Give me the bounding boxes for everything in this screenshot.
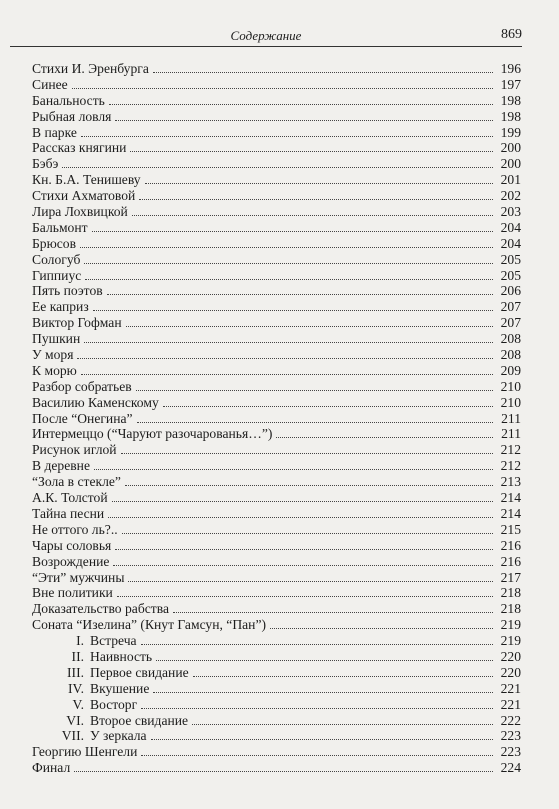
dot-leader bbox=[113, 562, 493, 566]
dot-leader bbox=[270, 625, 493, 629]
toc-entry bbox=[32, 268, 521, 284]
dot-leader bbox=[139, 196, 493, 200]
toc-entry-page: 205 bbox=[500, 267, 521, 283]
toc-entry bbox=[32, 554, 521, 570]
toc-entry-page: 214 bbox=[500, 505, 521, 521]
toc-entry bbox=[32, 140, 521, 156]
toc-entry-title: Интермеццо (“Чаруют разочарованья…”) bbox=[32, 426, 273, 442]
dot-leader bbox=[117, 593, 493, 597]
toc-entry-title: Наивность bbox=[90, 648, 153, 664]
page-number: 869 bbox=[501, 27, 522, 42]
toc-entry-title: Не оттого ль?.. bbox=[32, 521, 118, 537]
toc-entry bbox=[32, 665, 521, 681]
toc-entry-page: 196 bbox=[500, 61, 521, 76]
toc-entry-page: 201 bbox=[500, 172, 521, 188]
toc-entry-page: 203 bbox=[500, 204, 521, 220]
toc-entry-page: 198 bbox=[500, 92, 521, 108]
toc-entry bbox=[32, 188, 521, 204]
dot-leader bbox=[77, 355, 493, 359]
dot-leader bbox=[141, 705, 493, 709]
dot-leader bbox=[93, 307, 493, 311]
dot-leader bbox=[128, 578, 493, 582]
toc-entry-page: 208 bbox=[500, 347, 521, 363]
toc-entry-page: 215 bbox=[500, 521, 521, 537]
toc-entry-title: Соната “Изелина” (Кнут Гамсун, “Пан”) bbox=[32, 617, 267, 633]
toc-entry bbox=[32, 522, 521, 538]
toc-entry-title: К морю bbox=[32, 362, 77, 378]
toc-entry bbox=[32, 506, 521, 522]
toc-entry-page: 202 bbox=[500, 188, 521, 204]
toc-entry bbox=[32, 744, 521, 760]
toc-entry-title: Ее каприз bbox=[32, 299, 89, 315]
dot-leader bbox=[122, 530, 493, 534]
running-header bbox=[10, 26, 522, 47]
toc-entry-title: Лира Лохвицкой bbox=[32, 204, 128, 220]
toc-entry-page: 206 bbox=[500, 283, 521, 299]
toc-entry bbox=[32, 617, 521, 633]
dot-leader bbox=[80, 244, 493, 248]
toc-entry bbox=[32, 411, 521, 427]
toc-entry-page: 217 bbox=[500, 569, 521, 585]
toc-entry bbox=[32, 681, 521, 697]
dot-leader bbox=[121, 450, 493, 454]
dot-leader bbox=[107, 291, 493, 295]
dot-leader bbox=[136, 387, 493, 391]
toc-entry-title: Рыбная ловля bbox=[32, 108, 112, 124]
dot-leader bbox=[92, 228, 493, 232]
toc-entry-title: В деревне bbox=[32, 458, 90, 474]
toc-entry-title: Тайна песни bbox=[32, 505, 105, 521]
toc-entry-page: 204 bbox=[500, 219, 521, 235]
toc-entry-page: 213 bbox=[500, 474, 521, 490]
toc-entry bbox=[32, 172, 521, 188]
toc-entry-title: Виктор Гофман bbox=[32, 315, 122, 331]
toc-entry-title: Рассказ княгини bbox=[32, 140, 127, 156]
toc-entry-title: Встреча bbox=[90, 633, 137, 649]
toc-entry-title: Вкушение bbox=[90, 680, 150, 696]
dot-leader bbox=[85, 276, 493, 280]
toc-entry-page: 223 bbox=[500, 728, 521, 744]
toc-entry-page: 211 bbox=[501, 410, 521, 426]
toc-entry-page: 198 bbox=[500, 108, 521, 124]
toc-entry-page: 207 bbox=[500, 315, 521, 331]
toc-entry-page: 212 bbox=[500, 458, 521, 474]
dot-leader bbox=[141, 641, 493, 645]
toc-entry-page: 221 bbox=[500, 680, 521, 696]
dot-leader bbox=[62, 164, 493, 168]
toc-entry-page: 220 bbox=[500, 664, 521, 680]
dot-leader bbox=[130, 148, 493, 152]
toc-entry-title: Разбор собратьев bbox=[32, 378, 132, 394]
toc-entry-title: В парке bbox=[32, 124, 77, 140]
toc-entry-title: Чары соловья bbox=[32, 537, 112, 553]
toc-entry bbox=[32, 697, 521, 713]
toc-entry-page: 210 bbox=[500, 394, 521, 410]
toc-entry-title: Георгию Шенгели bbox=[32, 744, 138, 760]
toc-entry-title: Восторг bbox=[90, 696, 138, 712]
dot-leader bbox=[94, 466, 493, 470]
toc-entry-title: Доказательство рабства bbox=[32, 601, 169, 617]
toc-entry-title: А.К. Толстой bbox=[32, 490, 108, 506]
dot-leader bbox=[145, 180, 493, 184]
toc-entry bbox=[32, 379, 521, 395]
toc-entry-page: 223 bbox=[500, 744, 521, 760]
dot-leader bbox=[74, 768, 493, 772]
dot-leader bbox=[109, 101, 493, 105]
toc-entry-page: 216 bbox=[500, 537, 521, 553]
dot-leader bbox=[156, 657, 493, 661]
toc-entry-title: Сологуб bbox=[32, 251, 81, 267]
toc-entry-page: 220 bbox=[500, 648, 521, 664]
toc-entry-title: Пушкин bbox=[32, 331, 81, 347]
dot-leader bbox=[81, 371, 493, 375]
toc-entry bbox=[32, 538, 521, 554]
toc-entry-title: Банальность bbox=[32, 92, 105, 108]
toc-entry bbox=[32, 236, 521, 252]
toc-entry bbox=[32, 649, 521, 665]
dot-leader bbox=[126, 323, 493, 327]
dot-leader bbox=[153, 689, 493, 693]
toc-entry bbox=[32, 474, 521, 490]
toc-entry bbox=[32, 77, 521, 93]
toc-entry-title: Стихи Ахматовой bbox=[32, 188, 136, 204]
toc-entry-page: 218 bbox=[500, 585, 521, 601]
toc-entry-page: 224 bbox=[500, 760, 521, 776]
toc-entry bbox=[32, 442, 521, 458]
toc-entry-number: III. bbox=[67, 664, 84, 680]
toc-entry bbox=[32, 61, 521, 77]
toc-entry-title: “Зола в стекле” bbox=[32, 474, 121, 490]
dot-leader bbox=[193, 673, 493, 677]
toc-entry-title: Пять поэтов bbox=[32, 283, 103, 299]
toc-entry-number: VII. bbox=[61, 728, 84, 744]
toc-entry bbox=[32, 93, 521, 109]
toc-entry bbox=[32, 204, 521, 220]
dot-leader bbox=[132, 212, 493, 216]
toc-entry-page: 218 bbox=[500, 601, 521, 617]
toc-entry-title: Рисунок иглой bbox=[32, 442, 117, 458]
toc-entry bbox=[32, 490, 521, 506]
toc-entry-page: 207 bbox=[500, 299, 521, 315]
toc-entry-page: 204 bbox=[500, 235, 521, 251]
toc-entry-title: Бальмонт bbox=[32, 219, 88, 235]
header-title: Содержание bbox=[230, 28, 302, 43]
dot-leader bbox=[108, 514, 493, 518]
toc-entry-page: 212 bbox=[500, 442, 521, 458]
toc-entry-number: VI. bbox=[66, 712, 84, 728]
toc-entry bbox=[32, 109, 521, 125]
toc-entry-number: V. bbox=[72, 696, 84, 712]
toc-entry bbox=[32, 363, 521, 379]
toc-entry-page: 211 bbox=[501, 426, 521, 442]
toc-entry-page: 209 bbox=[500, 362, 521, 378]
toc-entry-title: Синее bbox=[32, 76, 68, 92]
dot-leader bbox=[276, 434, 493, 438]
dot-leader bbox=[151, 736, 493, 740]
toc-entry bbox=[32, 633, 521, 649]
dot-leader bbox=[192, 721, 493, 725]
toc-entry-title: Второе свидание bbox=[90, 712, 189, 728]
toc-entry bbox=[32, 125, 521, 141]
dot-leader bbox=[141, 752, 493, 756]
toc-entry bbox=[32, 220, 521, 236]
toc-entry-number: IV. bbox=[68, 680, 84, 696]
toc-entry bbox=[32, 728, 521, 744]
toc-entry bbox=[32, 713, 521, 729]
toc-entry-title: “Эти” мужчины bbox=[32, 569, 125, 585]
toc-entry bbox=[32, 426, 521, 442]
toc-entry-page: 197 bbox=[500, 76, 521, 92]
toc-entry bbox=[32, 570, 521, 586]
dot-leader bbox=[112, 498, 493, 502]
dot-leader bbox=[153, 69, 493, 73]
toc-entry-title: Первое свидание bbox=[90, 664, 189, 680]
dot-leader bbox=[163, 403, 493, 407]
toc-entry-title: Бэбэ bbox=[32, 156, 59, 172]
toc-entry-number: II. bbox=[71, 648, 84, 664]
toc-entry-page: 222 bbox=[500, 712, 521, 728]
toc-entry bbox=[32, 283, 521, 299]
toc-entry-page: 200 bbox=[500, 156, 521, 172]
toc-entry-title: Гиппиус bbox=[32, 267, 82, 283]
toc-entry-number: I. bbox=[76, 633, 84, 649]
dot-leader bbox=[115, 117, 493, 121]
toc-entry bbox=[32, 585, 521, 601]
toc-entry bbox=[32, 458, 521, 474]
toc-entry-title: После “Онегина” bbox=[32, 410, 133, 426]
dot-leader bbox=[84, 260, 493, 264]
dot-leader bbox=[173, 609, 493, 613]
toc-entry-page: 219 bbox=[500, 633, 521, 649]
toc-entry bbox=[32, 331, 521, 347]
toc-entry-page: 214 bbox=[500, 490, 521, 506]
toc-entry-page: 219 bbox=[500, 617, 521, 633]
table-of-contents bbox=[32, 61, 521, 776]
toc-entry bbox=[32, 252, 521, 268]
toc-entry-title: Кн. Б.А. Тенишеву bbox=[32, 172, 141, 188]
toc-entry-title: Брюсов bbox=[32, 235, 77, 251]
dot-leader bbox=[115, 546, 493, 550]
toc-entry-title: У зеркала bbox=[90, 728, 147, 744]
toc-entry bbox=[32, 315, 521, 331]
toc-entry-page: 208 bbox=[500, 331, 521, 347]
dot-leader bbox=[84, 339, 493, 343]
toc-entry-page: 210 bbox=[500, 378, 521, 394]
toc-entry bbox=[32, 347, 521, 363]
toc-entry bbox=[32, 156, 521, 172]
toc-entry bbox=[32, 299, 521, 315]
dot-leader bbox=[81, 133, 493, 137]
toc-entry-page: 205 bbox=[500, 251, 521, 267]
toc-entry-title: Финал bbox=[32, 760, 71, 776]
toc-entry-page: 221 bbox=[500, 696, 521, 712]
toc-entry-title: У моря bbox=[32, 347, 74, 363]
toc-entry-page: 200 bbox=[500, 140, 521, 156]
toc-entry bbox=[32, 760, 521, 776]
toc-entry-title: Василию Каменскому bbox=[32, 394, 159, 410]
toc-entry-title: Вне политики bbox=[32, 585, 113, 601]
toc-entry-title: Возрождение bbox=[32, 553, 110, 569]
toc-entry-title: Стихи И. Эренбурга bbox=[32, 61, 149, 76]
toc-entry bbox=[32, 601, 521, 617]
toc-entry-page: 199 bbox=[500, 124, 521, 140]
toc-entry-page: 216 bbox=[500, 553, 521, 569]
dot-leader bbox=[72, 85, 493, 89]
toc-entry bbox=[32, 395, 521, 411]
dot-leader bbox=[125, 482, 493, 486]
dot-leader bbox=[137, 419, 493, 423]
